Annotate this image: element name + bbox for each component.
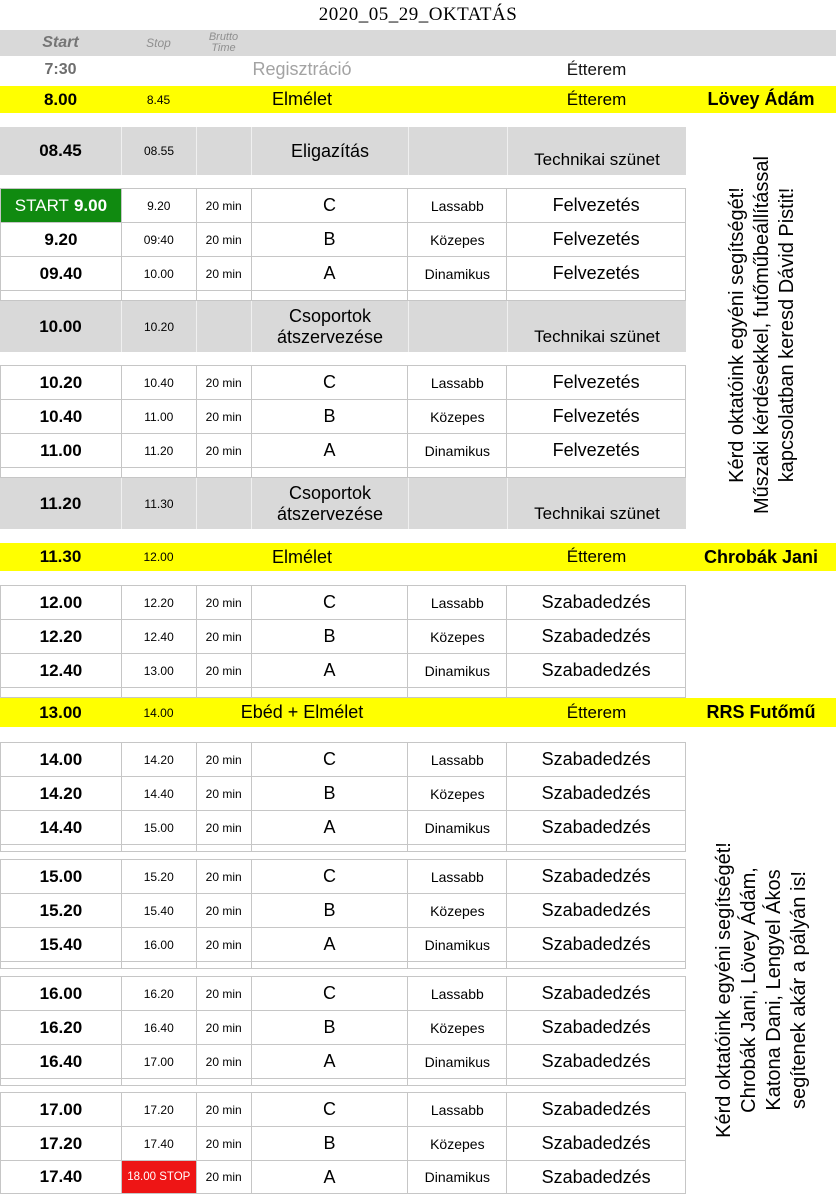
duration-cell: 20 min xyxy=(196,894,251,927)
activity-cell: Szabadedzés xyxy=(506,1011,685,1044)
start-cell xyxy=(0,811,121,844)
activity-cell: Elmélet xyxy=(271,546,333,567)
pace-cell: Közepes xyxy=(407,1127,506,1160)
group-cell xyxy=(251,1079,408,1085)
pace-cell: Dinamikus xyxy=(407,1045,506,1078)
spacer-row xyxy=(0,961,686,969)
group-cell xyxy=(251,688,408,697)
activity-cell: Regisztráció xyxy=(252,59,352,79)
info-row xyxy=(0,56,686,83)
session-row xyxy=(0,1126,686,1160)
start-cell xyxy=(0,1161,121,1193)
session-row xyxy=(0,810,686,844)
brutto-cell xyxy=(196,301,251,352)
duration-cell: 20 min xyxy=(196,811,251,844)
pace-cell xyxy=(408,127,507,175)
stop-cell: 12.20 xyxy=(121,586,196,619)
pace-cell xyxy=(408,698,507,727)
group-cell: C xyxy=(251,366,408,399)
document-title: 2020_05_29_OKTATÁS xyxy=(318,4,518,25)
start-time: 12.40 xyxy=(39,660,83,680)
duration-cell xyxy=(196,962,251,968)
stop-cell xyxy=(121,1079,196,1085)
start-cell xyxy=(0,654,121,687)
activity-cell: Szabadedzés xyxy=(506,654,685,687)
duration-cell xyxy=(196,688,251,697)
gap-row xyxy=(0,969,836,976)
activity-cell: Szabadedzés xyxy=(506,1127,685,1160)
start-cell xyxy=(0,688,121,697)
duration-cell: 20 min xyxy=(196,743,251,776)
stop-cell: 16.40 xyxy=(121,1011,196,1044)
stop-cell xyxy=(121,468,196,477)
start-flag-label: START xyxy=(14,195,69,215)
activity-cell: Eligazítás xyxy=(251,127,408,175)
side-note-line: Chrobák Jani, Lövey Ádám, xyxy=(738,867,760,1113)
stop-cell: 16.00 xyxy=(121,928,196,961)
pace-cell xyxy=(407,962,506,968)
group-cell: B xyxy=(251,1011,408,1044)
duration-cell: 20 min xyxy=(196,928,251,961)
break-row xyxy=(0,127,686,175)
schedule xyxy=(0,30,836,1194)
stop-cell: 11.20 xyxy=(121,434,196,467)
activity-cell: Szabadedzés xyxy=(506,811,685,844)
start-cell xyxy=(0,620,121,653)
session-row xyxy=(0,976,686,1010)
spacer-row xyxy=(0,844,686,852)
duration-cell: 20 min xyxy=(196,257,251,290)
pace-cell xyxy=(407,468,506,477)
session-row xyxy=(0,619,686,653)
session-row xyxy=(0,927,686,961)
pace-cell: Közepes xyxy=(407,620,506,653)
activity-cell xyxy=(506,688,685,697)
activity-cell: Ebéd + Elmélet xyxy=(240,702,364,722)
pace-cell: Lassabb xyxy=(407,366,506,399)
stop-cell xyxy=(121,688,196,697)
group-cell: A xyxy=(251,1045,408,1078)
pace-cell: Lassabb xyxy=(407,586,506,619)
start-cell: 13.00 xyxy=(39,702,82,722)
stop-cell: 18.00 STOP xyxy=(121,1161,196,1193)
gap-row xyxy=(0,571,836,585)
person-cell: Lövey Ádám xyxy=(707,89,815,109)
group-cell: C xyxy=(251,189,408,222)
duration-cell: 20 min xyxy=(196,977,251,1010)
start-time: 16.20 xyxy=(39,1017,83,1037)
session-row xyxy=(0,188,686,222)
start-cell xyxy=(0,1093,121,1126)
gap-row xyxy=(0,113,836,127)
duration-cell: 20 min xyxy=(196,1045,251,1078)
note-cell: Technikai szünet xyxy=(507,127,686,175)
start-cell: 10.00 xyxy=(39,316,82,336)
activity-cell: Csoportok átszervezése xyxy=(251,478,408,529)
session-row xyxy=(0,653,686,687)
break-row xyxy=(0,301,686,352)
pace-cell: Közepes xyxy=(407,400,506,433)
group-cell: C xyxy=(251,743,408,776)
group-cell: A xyxy=(251,257,408,290)
stop-cell: 10.40 xyxy=(121,366,196,399)
person-cell: RRS Futőmű xyxy=(706,702,816,722)
duration-cell: 20 min xyxy=(196,654,251,687)
activity-cell: Szabadedzés xyxy=(506,894,685,927)
activity-cell: Felvezetés xyxy=(506,257,685,290)
group-cell: A xyxy=(251,654,408,687)
gap-row xyxy=(0,175,836,188)
start-cell xyxy=(0,400,121,433)
activity-cell: Felvezetés xyxy=(506,366,685,399)
activity-cell: Csoportok átszervezése xyxy=(251,301,408,352)
side-note-line: kapcsolatban keresd Dávid Pistit! xyxy=(775,187,798,483)
activity-cell: Szabadedzés xyxy=(506,586,685,619)
group-cell: A xyxy=(251,811,408,844)
header-row xyxy=(0,30,836,56)
stop-cell: 17.00 xyxy=(121,1045,196,1078)
gap-row xyxy=(0,727,836,742)
duration-cell: 20 min xyxy=(196,400,251,433)
pace-cell: Lassabb xyxy=(407,860,506,893)
session-row xyxy=(0,222,686,256)
group-cell: A xyxy=(251,928,408,961)
group-cell: C xyxy=(251,860,408,893)
activity-cell: Szabadedzés xyxy=(506,1161,685,1193)
activity-cell: Felvezetés xyxy=(506,189,685,222)
start-time: 16.40 xyxy=(39,1051,83,1071)
activity-cell xyxy=(506,845,685,851)
start-cell xyxy=(0,1011,121,1044)
start-cell xyxy=(0,777,121,810)
stop-cell: 13.00 xyxy=(121,654,196,687)
duration-cell: 20 min xyxy=(196,1161,251,1193)
brutto-cell xyxy=(196,478,251,529)
stop-cell: 9.20 xyxy=(121,189,196,222)
stop-cell xyxy=(121,962,196,968)
activity-cell: Szabadedzés xyxy=(506,743,685,776)
gap-row xyxy=(0,352,836,365)
start-time: 17.20 xyxy=(39,1133,83,1153)
group-cell: B xyxy=(251,894,408,927)
start-cell xyxy=(0,962,121,968)
pace-cell: Lassabb xyxy=(407,1093,506,1126)
start-time: 9.00 xyxy=(73,195,108,215)
gap-row xyxy=(0,852,836,859)
stop-cell: 12.00 xyxy=(143,550,174,564)
group-cell: B xyxy=(251,1127,408,1160)
location-cell: Étterem xyxy=(566,702,627,722)
start-time: 17.40 xyxy=(39,1167,83,1186)
break-row xyxy=(0,478,686,529)
duration-cell xyxy=(196,1079,251,1085)
highlight-row xyxy=(0,86,836,113)
session-row xyxy=(0,399,686,433)
activity-cell xyxy=(506,291,685,300)
activity-cell xyxy=(506,1079,685,1085)
session-row xyxy=(0,433,686,467)
stop-cell: 12.40 xyxy=(121,620,196,653)
pace-cell: Közepes xyxy=(407,777,506,810)
start-cell xyxy=(0,586,121,619)
session-row xyxy=(0,893,686,927)
activity-cell: Felvezetés xyxy=(506,400,685,433)
location-cell: Étterem xyxy=(566,547,627,566)
pace-cell xyxy=(408,478,507,529)
spacer-row xyxy=(0,290,686,301)
session-row xyxy=(0,859,686,893)
pace-cell xyxy=(408,543,507,571)
header-filler xyxy=(251,30,836,56)
activity-cell: Elmélet xyxy=(271,89,333,109)
duration-cell: 20 min xyxy=(196,586,251,619)
activity-cell xyxy=(506,468,685,477)
group-cell: C xyxy=(251,977,408,1010)
highlight-row xyxy=(0,698,836,727)
start-cell xyxy=(0,189,121,222)
side-note-line: Kérd oktatóink egyéni segítségét! xyxy=(725,187,748,483)
group-cell: A xyxy=(251,1161,408,1193)
stop-cell xyxy=(121,845,196,851)
pace-cell xyxy=(408,86,507,113)
side-note-line: Kérd oktatóink egyéni segítségét! xyxy=(713,842,735,1138)
start-cell xyxy=(0,1127,121,1160)
start-cell xyxy=(0,1045,121,1078)
group-cell: B xyxy=(251,620,408,653)
duration-cell: 20 min xyxy=(196,860,251,893)
stop-cell xyxy=(121,291,196,300)
start-time: 12.00 xyxy=(39,592,83,612)
start-time: 14.00 xyxy=(39,749,83,769)
stop-cell: 10.20 xyxy=(121,301,196,352)
start-cell xyxy=(0,977,121,1010)
start-cell xyxy=(0,257,121,290)
duration-cell xyxy=(196,468,251,477)
start-time: 10.20 xyxy=(39,372,83,392)
pace-cell xyxy=(407,291,506,300)
start-cell xyxy=(0,366,121,399)
session-row xyxy=(0,256,686,290)
start-time: 15.40 xyxy=(39,934,83,954)
start-cell xyxy=(0,894,121,927)
side-note-line: Katona Dani, Lengyel Ákos xyxy=(763,869,785,1111)
start-time: 12.20 xyxy=(39,626,83,646)
activity-cell xyxy=(506,962,685,968)
location-cell: Étterem xyxy=(566,59,627,79)
location-cell: Étterem xyxy=(566,89,627,109)
pace-cell: Dinamikus xyxy=(407,928,506,961)
spacer-row xyxy=(0,1078,686,1086)
pace-cell xyxy=(407,1079,506,1085)
stop-cell: 8.45 xyxy=(146,92,171,107)
activity-cell: Szabadedzés xyxy=(506,620,685,653)
gap-row xyxy=(0,529,836,543)
duration-cell: 20 min xyxy=(196,189,251,222)
stop-cell: 15.00 xyxy=(121,811,196,844)
activity-cell: Szabadedzés xyxy=(506,1045,685,1078)
start-cell: 08.45 xyxy=(39,141,82,160)
group-cell xyxy=(251,962,408,968)
activity-cell: Felvezetés xyxy=(506,223,685,256)
start-cell xyxy=(0,1079,121,1085)
start-time: 16.00 xyxy=(39,983,83,1003)
stop-cell: 14.20 xyxy=(121,743,196,776)
brutto-cell xyxy=(196,127,251,175)
duration-cell: 20 min xyxy=(196,366,251,399)
stop-cell: 09:40 xyxy=(121,223,196,256)
start-cell xyxy=(0,223,121,256)
group-cell: B xyxy=(251,223,408,256)
start-cell xyxy=(0,743,121,776)
group-cell xyxy=(251,291,408,300)
start-time: 14.20 xyxy=(39,783,83,803)
activity-cell: Felvezetés xyxy=(506,434,685,467)
stop-cell: 10.00 xyxy=(121,257,196,290)
pace-cell: Közepes xyxy=(407,894,506,927)
group-cell: B xyxy=(251,400,408,433)
stop-cell: 11.30 xyxy=(121,478,196,529)
duration-cell: 20 min xyxy=(196,777,251,810)
start-cell xyxy=(0,291,121,300)
duration-cell xyxy=(196,845,251,851)
start-time: 9.20 xyxy=(44,229,78,249)
group-cell: B xyxy=(251,777,408,810)
header-stop-label: Stop xyxy=(146,36,171,50)
activity-cell: Szabadedzés xyxy=(506,1093,685,1126)
pace-cell: Lassabb xyxy=(407,977,506,1010)
stop-cell: 08.55 xyxy=(121,127,196,175)
pace-cell: Dinamikus xyxy=(407,654,506,687)
start-cell xyxy=(0,434,121,467)
pace-cell: Dinamikus xyxy=(407,811,506,844)
duration-cell: 20 min xyxy=(196,434,251,467)
session-row xyxy=(0,776,686,810)
start-cell: 11.30 xyxy=(39,547,82,566)
pace-cell xyxy=(408,56,507,83)
highlight-row xyxy=(0,543,836,571)
pace-cell xyxy=(407,845,506,851)
session-row xyxy=(0,1010,686,1044)
stop-cell: 15.40 xyxy=(121,894,196,927)
activity-cell: Szabadedzés xyxy=(506,860,685,893)
stop-cell: 11.00 xyxy=(121,400,196,433)
duration-cell: 20 min xyxy=(196,1127,251,1160)
side-note-line: segítenek akár a pályán is! xyxy=(788,871,810,1109)
start-cell: 8.00 xyxy=(43,89,78,109)
side-note-line: Műszaki kérdésekkel, futőműbeállítással xyxy=(750,156,773,514)
session-row xyxy=(0,742,686,776)
group-cell xyxy=(251,845,408,851)
duration-cell: 20 min xyxy=(196,1011,251,1044)
activity-cell: Szabadedzés xyxy=(506,777,685,810)
stop-cell xyxy=(121,56,196,83)
start-cell: 7:30 xyxy=(44,60,77,78)
start-time: 15.20 xyxy=(39,900,83,920)
pace-cell: Dinamikus xyxy=(407,1161,506,1193)
activity-cell: Szabadedzés xyxy=(506,977,685,1010)
spacer-row xyxy=(0,467,686,478)
session-row xyxy=(0,1160,686,1194)
activity-cell: Szabadedzés xyxy=(506,928,685,961)
start-cell: 11.20 xyxy=(39,493,82,513)
stop-cell: 15.20 xyxy=(121,860,196,893)
note-cell: Technikai szünet xyxy=(507,301,686,352)
start-cell xyxy=(0,860,121,893)
stop-cell: 17.40 xyxy=(121,1127,196,1160)
start-cell xyxy=(0,928,121,961)
note-cell: Technikai szünet xyxy=(507,478,686,529)
start-time: 09.40 xyxy=(39,263,83,283)
stop-cell: 16.20 xyxy=(121,977,196,1010)
start-time: 14.40 xyxy=(39,817,83,837)
duration-cell xyxy=(196,291,251,300)
duration-cell: 20 min xyxy=(196,1093,251,1126)
start-cell xyxy=(0,468,121,477)
header-brutto-label: Brutto Time xyxy=(208,31,239,54)
pace-cell: Dinamikus xyxy=(407,434,506,467)
start-time: 17.00 xyxy=(39,1099,83,1119)
pace-cell: Lassabb xyxy=(407,189,506,222)
stop-cell: 14.00 xyxy=(143,705,174,720)
stop-cell: 14.40 xyxy=(121,777,196,810)
duration-cell: 20 min xyxy=(196,620,251,653)
group-cell: C xyxy=(251,1093,408,1126)
spacer-row xyxy=(0,687,686,698)
session-row xyxy=(0,1092,686,1126)
stop-cell: 17.20 xyxy=(121,1093,196,1126)
pace-cell: Közepes xyxy=(407,1011,506,1044)
pace-cell: Lassabb xyxy=(407,743,506,776)
pace-cell xyxy=(408,301,507,352)
start-time: 15.00 xyxy=(39,866,83,886)
group-cell: A xyxy=(251,434,408,467)
pace-cell xyxy=(407,688,506,697)
pace-cell: Közepes xyxy=(407,223,506,256)
duration-cell: 20 min xyxy=(196,223,251,256)
header-start-label: Start xyxy=(42,34,79,51)
session-row xyxy=(0,365,686,399)
start-cell xyxy=(0,845,121,851)
pace-cell: Dinamikus xyxy=(407,257,506,290)
group-cell xyxy=(251,468,408,477)
group-cell: C xyxy=(251,586,408,619)
start-time: 11.00 xyxy=(40,440,82,460)
session-row xyxy=(0,585,686,619)
session-row xyxy=(0,1044,686,1078)
person-cell: Chrobák Jani xyxy=(703,546,819,567)
start-time: 10.40 xyxy=(39,406,83,426)
